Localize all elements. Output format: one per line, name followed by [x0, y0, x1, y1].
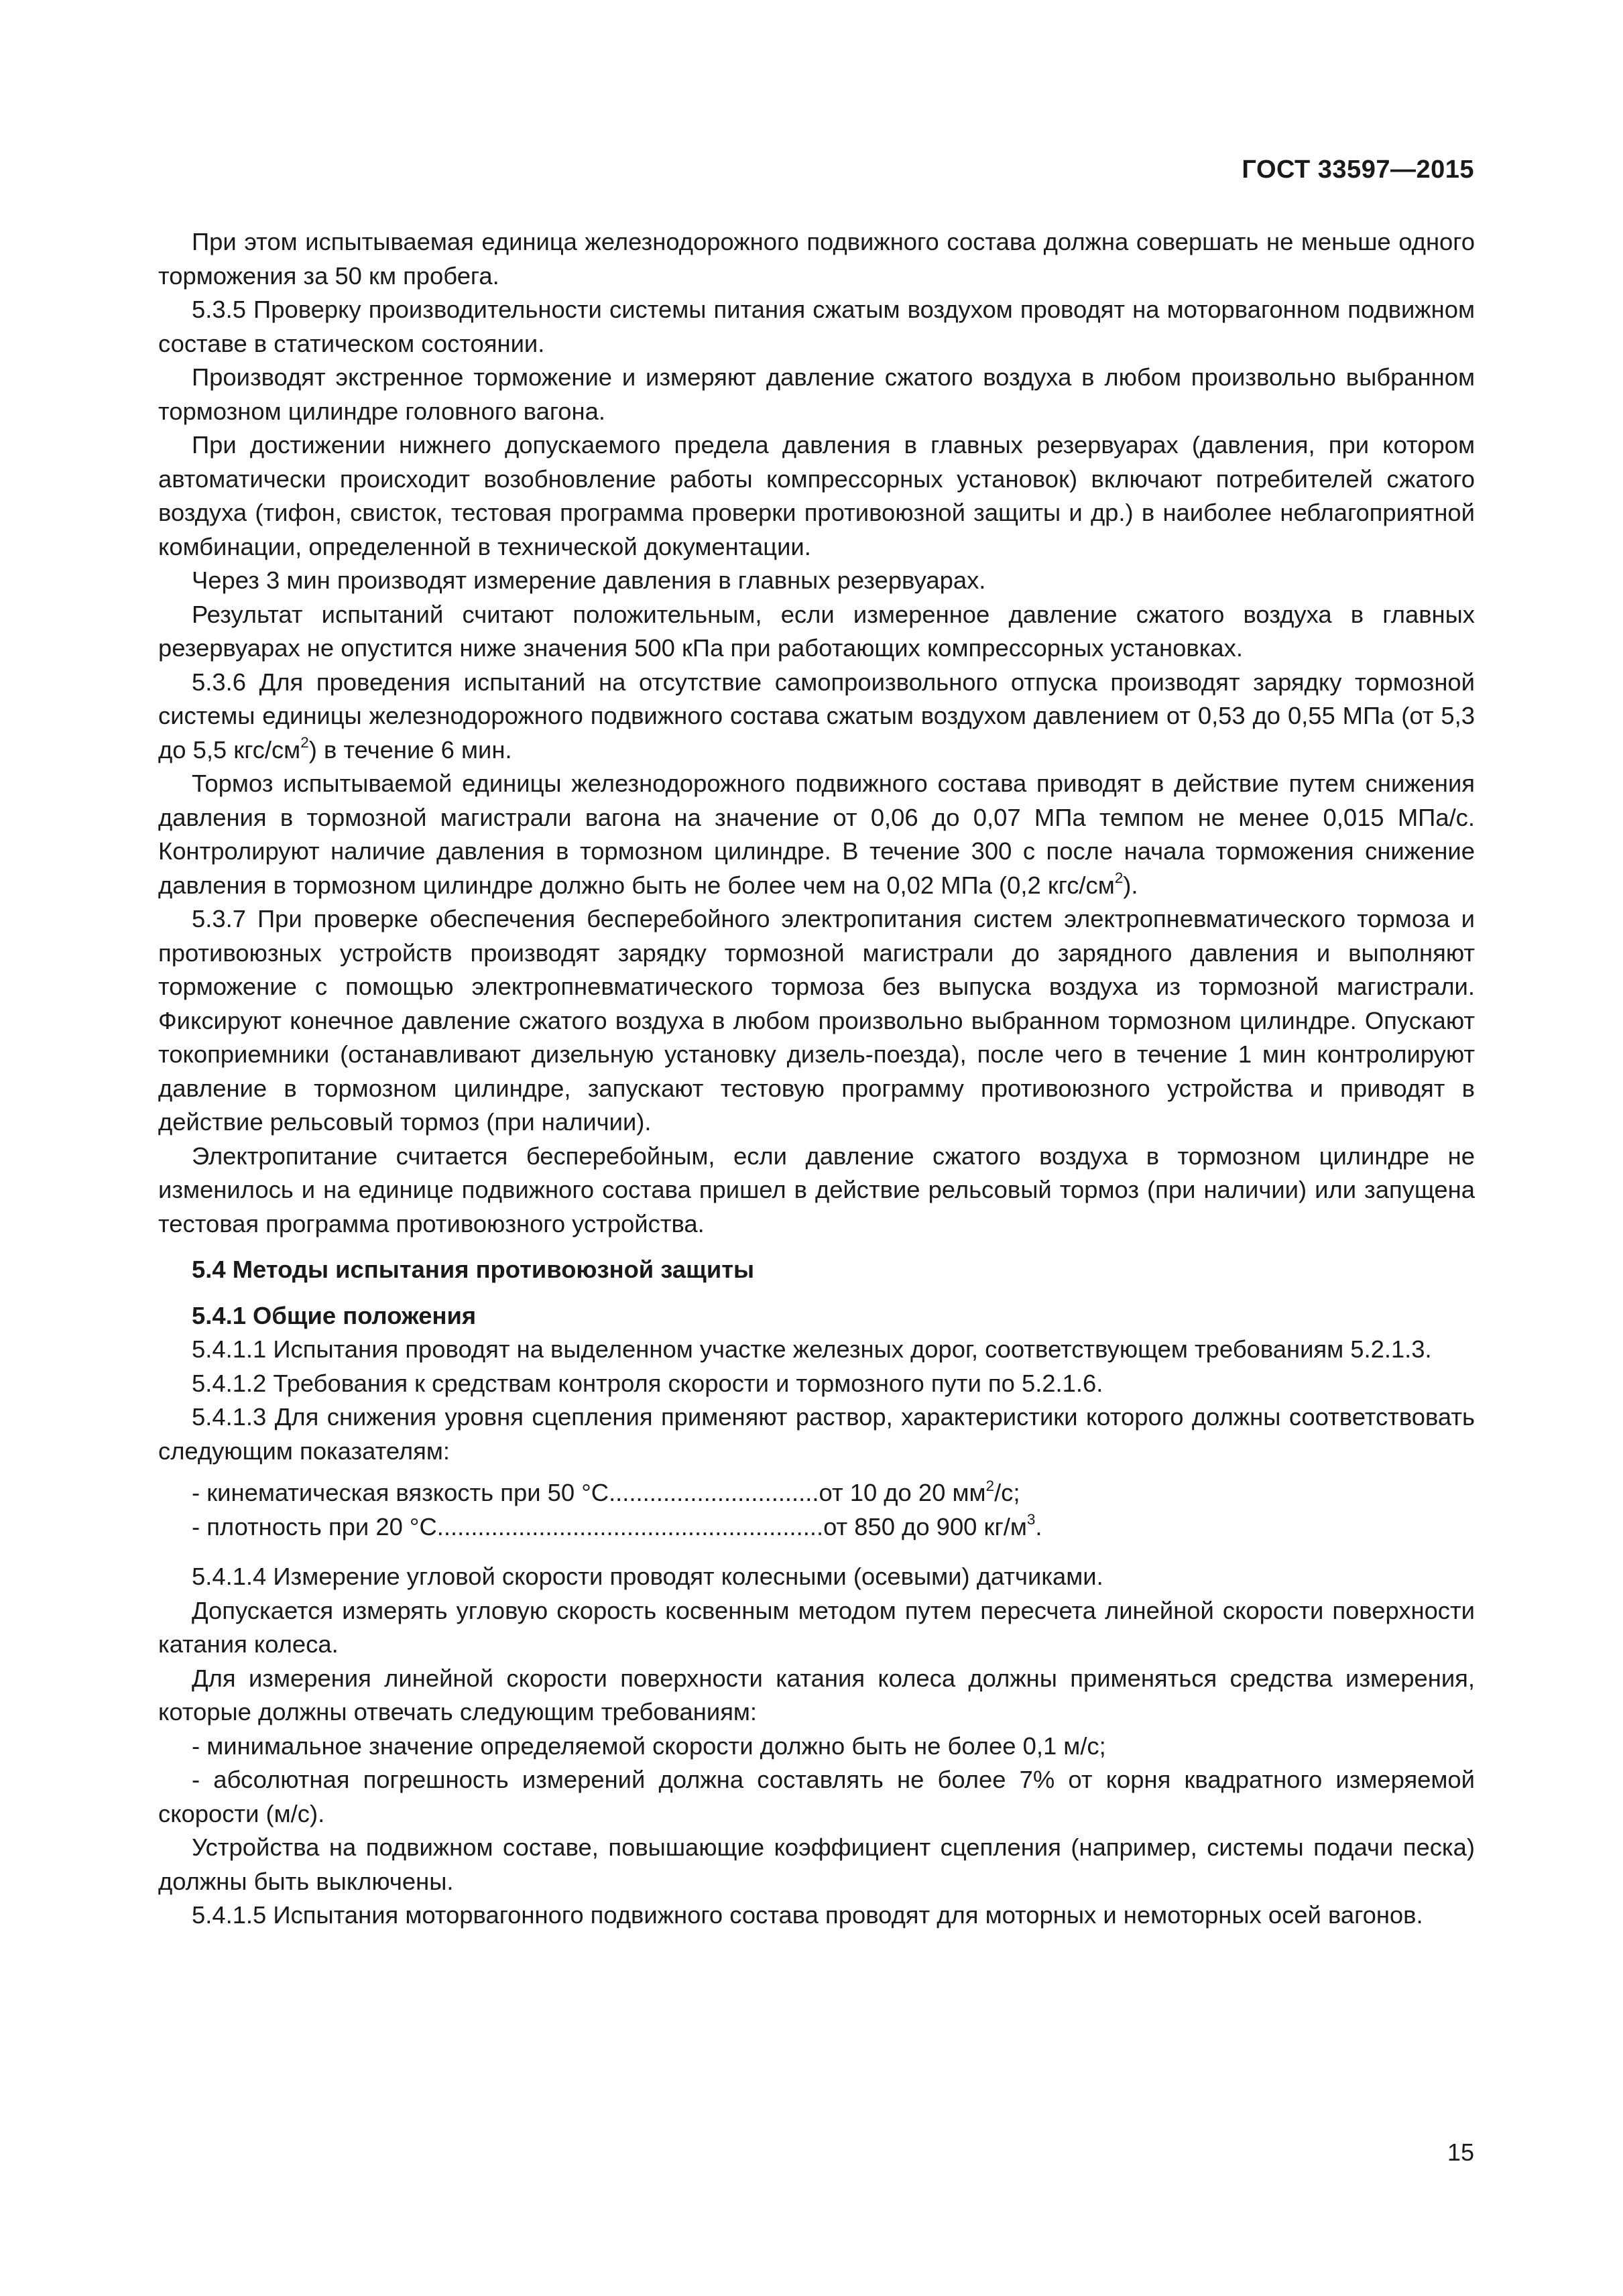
paragraph-5-4-1-5: 5.4.1.5 Испытания моторвагонного подвижного состава проводят для моторных и немоторных осей вагонов. [192, 1901, 1423, 1929]
paragraph: Электропитание считается бесперебойным, если давление сжатого воздуха в тормозном цилиндре не изменилось и на единице подвижного состава пришел в действие рельсовый тормоз (при наличии) или запущена тестовая программа противоюзного устройства. [158, 1142, 1475, 1237]
superscript: 3 [1026, 1511, 1036, 1528]
page-number: 15 [1447, 2138, 1474, 2166]
section-heading-5-4: 5.4 Методы испытания противоюзной защиты [192, 1256, 755, 1283]
document-code: ГОСТ 33597—2015 [1242, 156, 1474, 184]
list-value: от 10 до 20 мм [819, 1479, 986, 1506]
superscript: 2 [1114, 869, 1124, 887]
list-value: от 850 до 900 кг/м [823, 1512, 1027, 1540]
paragraph-5-4-1-2: 5.4.1.2 Требования к средствам контроля скорости и тормозного пути по 5.2.1.6. [192, 1369, 1103, 1397]
superscript: 2 [300, 734, 309, 751]
paragraph-5-4-1-4: 5.4.1.4 Измерение угловой скорости проводят колесными (осевыми) датчиками. [192, 1563, 1103, 1590]
paragraph: Производят экстренное торможение и измеряют давление сжатого воздуха в любом произвольно выбранном тормозном цилиндре головного вагона. [158, 363, 1475, 425]
list-label: - плотность при 20 °С [192, 1512, 437, 1540]
paragraph: При достижении нижнего допускаемого предела давления в главных резервуарах (давления, при котором автоматически происходит возобновление работы компрессорных установок) включают потребителей сжатого воздуха (тифон, свисток, тестовая программа проверки противоюзной защиты и др.) в наиболее неблагоприятной комбинации, определенной в технической документации. [158, 431, 1475, 560]
text-run: ). [1123, 871, 1138, 899]
list-value-unit: . [1035, 1512, 1042, 1540]
superscript: 2 [985, 1477, 995, 1494]
paragraph-5-3-6 [158, 666, 1475, 768]
section-heading-5-4-1: 5.4.1 Общие положения [192, 1301, 477, 1329]
list-item: - абсолютная погрешность измерений должна составлять не более 7% от корня квадратного измеряемой скорости (м/с). [158, 1766, 1475, 1827]
list-item: - минимальное значение определяемой скорости должно быть не более 0,1 м/с; [192, 1732, 1106, 1760]
list-value-unit: /с; [994, 1479, 1020, 1506]
document-body [158, 225, 1475, 1933]
paragraph: Устройства на подвижном составе, повышающие коэффициент сцепления (например, системы подачи песка) должны быть выключены. [158, 1833, 1475, 1895]
paragraph: Допускается измерять угловую скорость косвенным методом путем пересчета линейной скорости поверхности катания колеса. [158, 1596, 1475, 1658]
list-item-density [158, 1510, 1475, 1545]
leader-dots: ............................... [609, 1479, 819, 1506]
paragraph: При этом испытываемая единица железнодорожного подвижного состава должна совершать не меньше одного торможения за 50 км пробега. [158, 228, 1475, 290]
text-run: Тормоз испытываемой единицы железнодорожного подвижного состава приводят в действие путем снижения давления в тормозной магистрали вагона на значение от 0,06 до 0,07 МПа темпом не менее 0,015 МПа/с. Контролируют наличие давления в тормозном цилиндре. В течение 300 с после начала торможения снижение давления в тормозном цилиндре должно быть не более чем на 0,02 МПа (0,2 кгс/см [158, 770, 1475, 899]
text-run: ) в течение 6 мин. [308, 735, 512, 764]
paragraph [158, 767, 1475, 902]
list-item-viscosity [158, 1476, 1475, 1510]
text-run: 5.3.6 Для проведения испытаний на отсутствие самопроизвольного отпуска производят зарядку тормозной системы единицы железнодорожного подвижного состава сжатым воздухом давлением от 0,53 до 0,55 МПа (от 5,3 до 5,5 кгс/см [158, 668, 1475, 764]
paragraph-5-3-7: 5.3.7 При проверке обеспечения бесперебойного электропитания систем электропневматического тормоза и противоюзных устройств производят зарядку тормозной магистрали до зарядного давления и выполняют торможение с помощью электропневматического тормоза без выпуска воздуха из тормозной магистрали. Фиксируют конечное давление сжатого воздуха в любом произвольно выбранном тормозном цилиндре. Опускают токоприемники (останавливают дизельную установку дизель-поезда), после чего в течение 1 мин контролируют давление в тормозном цилиндре, запускают тестовую программу противоюзного устройства и приводят в действие рельсовый тормоз (при наличии). [158, 905, 1475, 1136]
list-label: - кинематическая вязкость при 50 °С [192, 1479, 609, 1506]
leader-dots: ......................................................... [436, 1512, 824, 1540]
paragraph-5-3-5: 5.3.5 Проверку производительности системы питания сжатым воздухом проводят на моторвагонном подвижном составе в статическом состоянии. [158, 296, 1475, 357]
paragraph: Через 3 мин производят измерение давления в главных резервуарах. [192, 566, 986, 594]
paragraph: Для измерения линейной скорости поверхности катания колеса должны применяться средства измерения, которые должны отвечать следующим требованиям: [158, 1664, 1475, 1726]
paragraph-5-4-1-1: 5.4.1.1 Испытания проводят на выделенном участке железных дорог, соответствующем требованиям 5.2.1.3. [192, 1335, 1432, 1363]
paragraph: Результат испытаний считают положительным, если измеренное давление сжатого воздуха в главных резервуарах не опустится ниже значения 500 кПа при работающих компрессорных установках. [158, 600, 1475, 662]
paragraph-5-4-1-3: 5.4.1.3 Для снижения уровня сцепления применяют раствор, характеристики которого должны соответствовать следующим показателям: [158, 1403, 1475, 1465]
